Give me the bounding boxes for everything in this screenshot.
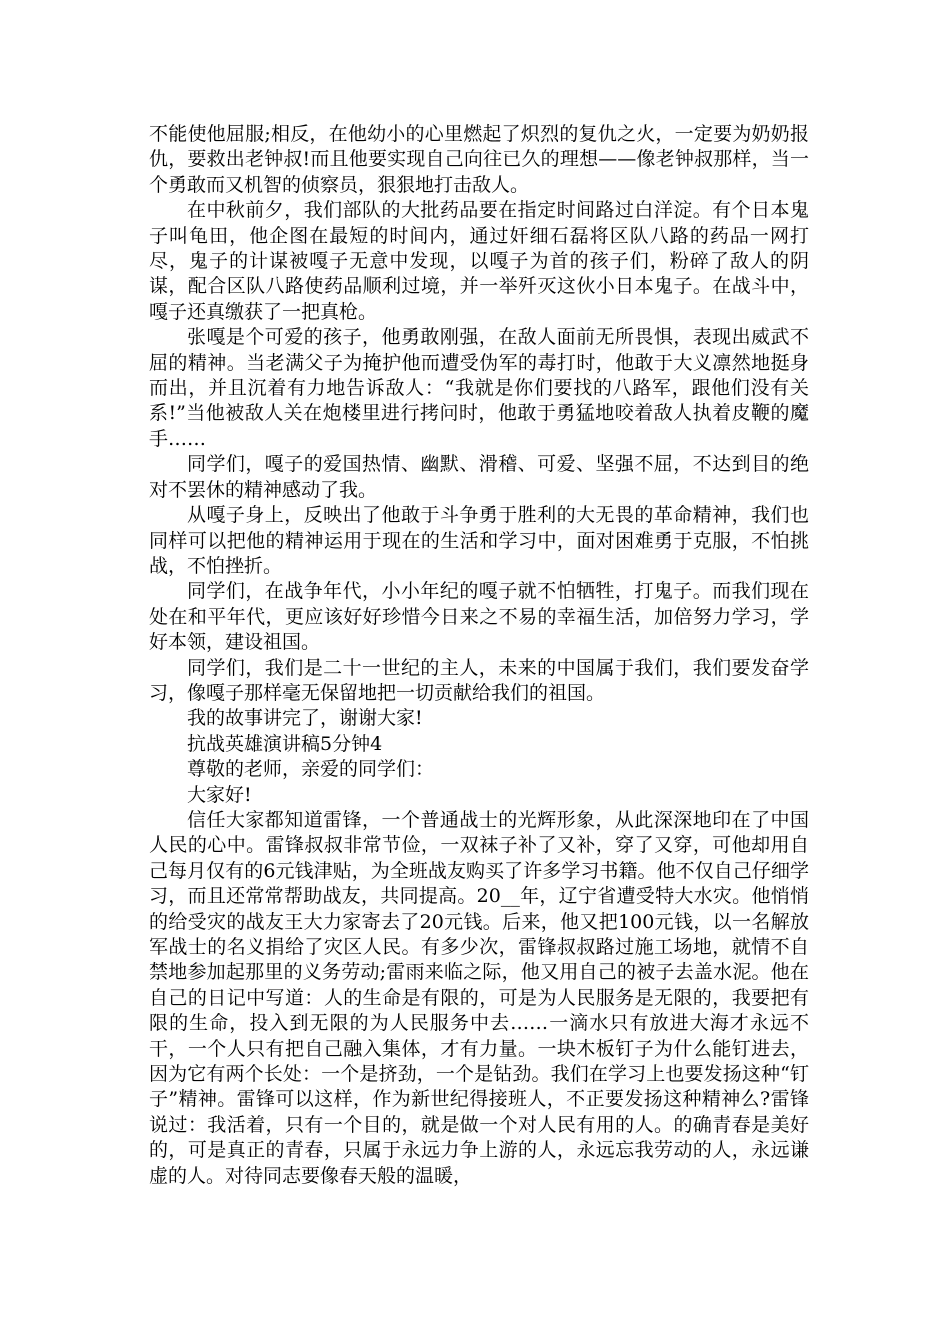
salutation: 尊敬的老师，亲爱的同学们： xyxy=(187,758,435,781)
section-heading: 抗战英雄演讲稿5分钟4 xyxy=(187,732,383,755)
paragraph-2: 在中秋前夕，我们部队的大批药品要在指定时间路过白洋淀。有个日本鬼子叫龟田，他企图在最短的时间内，通过奸细石磊将区队八路的药品一网打尽，鬼子的计谋被嘎子无意中发现，以嘎子为首的孩子们，粉碎了敌人的阴谋，配合区队八路使药品顺利过境，并一举歼灭这伙小日本鬼子。在战斗中，嘎子还真缴获了一把真枪。 xyxy=(149,199,809,323)
paragraph-7: 同学们，我们是二十一世纪的主人，未来的中国属于我们，我们要发奋学习，像嘎子那样毫无保留地把一切贡献给我们的祖国。 xyxy=(149,656,809,704)
paragraph-lei-feng: 信任大家都知道雷锋，一个普通战士的光辉形象，从此深深地印在了中国人民的心中。雷锋叔叔非常节俭，一双袜子补了又补，穿了又穿，可他却用自己每月仅有的6元钱津贴，为全班战友购买了许多学习书籍。他不仅自己仔细学习，而且还常常帮助战友，共同提高。20__年，辽宁省遭受特大水灾。他悄悄的给受灾的战友王大力家寄去了20元钱。后来，他又把100元钱，以一名解放军战士的名义捐给了灾区人民。有多少次，雷锋叔叔路过施工场地，就情不自禁地参加起那里的义务劳动;雷雨来临之际，他又用自己的被子去盖水泥。他在自己的日记中写道：人的生命是有限的，可是为人民服务是无限的，我要把有限的生命，投入到无限的为人民服务中去……一滴水只有放进大海才永远不干，一个人只有把自己融入集体，才有力量。一块木板钉子为什么能钉进去，因为它有两个长处：一个是挤劲，一个是钻劲。我们在学习上也要发扬这种“钉子”精神。雷锋可以这样，作为新世纪得接班人，不正要发扬这种精神么?雷锋说过：我活着，只有一个目的，就是做一个对人民有用的人。的确青春是美好的，可是真正的青春，只属于永远力争上游的人，永远忘我劳动的人，永远谦虚的人。对待同志要像春天般的温暖， xyxy=(149,808,809,1187)
document-body xyxy=(149,122,809,1189)
paragraph-1: 不能使他屈服;相反，在他幼小的心里燃起了炽烈的复仇之火，一定要为奶奶报仇，要救出老钟叔!而且他要实现自己向往已久的理想——像老钟叔那样，当一个勇敢而又机智的侦察员，狠狠地打击敌人。 xyxy=(149,123,809,196)
paragraph-5: 从嘎子身上，反映出了他敢于斗争勇于胜利的大无畏的革命精神，我们也同样可以把他的精神运用于现在的生活和学习中，面对困难勇于克服，不怕挑战，不怕挫折。 xyxy=(149,504,809,577)
greeting: 大家好! xyxy=(187,783,252,806)
paragraph-4: 同学们，嘎子的爱国热情、幽默、滑稽、可爱、坚强不屈，不达到目的绝对不罢休的精神感动了我。 xyxy=(149,453,809,501)
paragraph-3: 张嘎是个可爱的孩子，他勇敢刚强，在敌人面前无所畏惧，表现出威武不屈的精神。当老满父子为掩护他而遭受伪军的毒打时，他敢于大义凛然地挺身而出，并且沉着有力地告诉敌人：“我就是你们要找的八路军，跟他们没有关系!”当他被敌人关在炮楼里进行拷问时，他敢于勇猛地咬着敌人执着皮鞭的魔手…… xyxy=(149,326,809,450)
paragraph-6: 同学们，在战争年代，小小年纪的嘎子就不怕牺牲，打鬼子。而我们现在处在和平年代，更应该好好珍惜今日来之不易的幸福生活，加倍努力学习，学好本领，建设祖国。 xyxy=(149,580,809,654)
paragraph-closing: 我的故事讲完了，谢谢大家! xyxy=(187,707,423,730)
